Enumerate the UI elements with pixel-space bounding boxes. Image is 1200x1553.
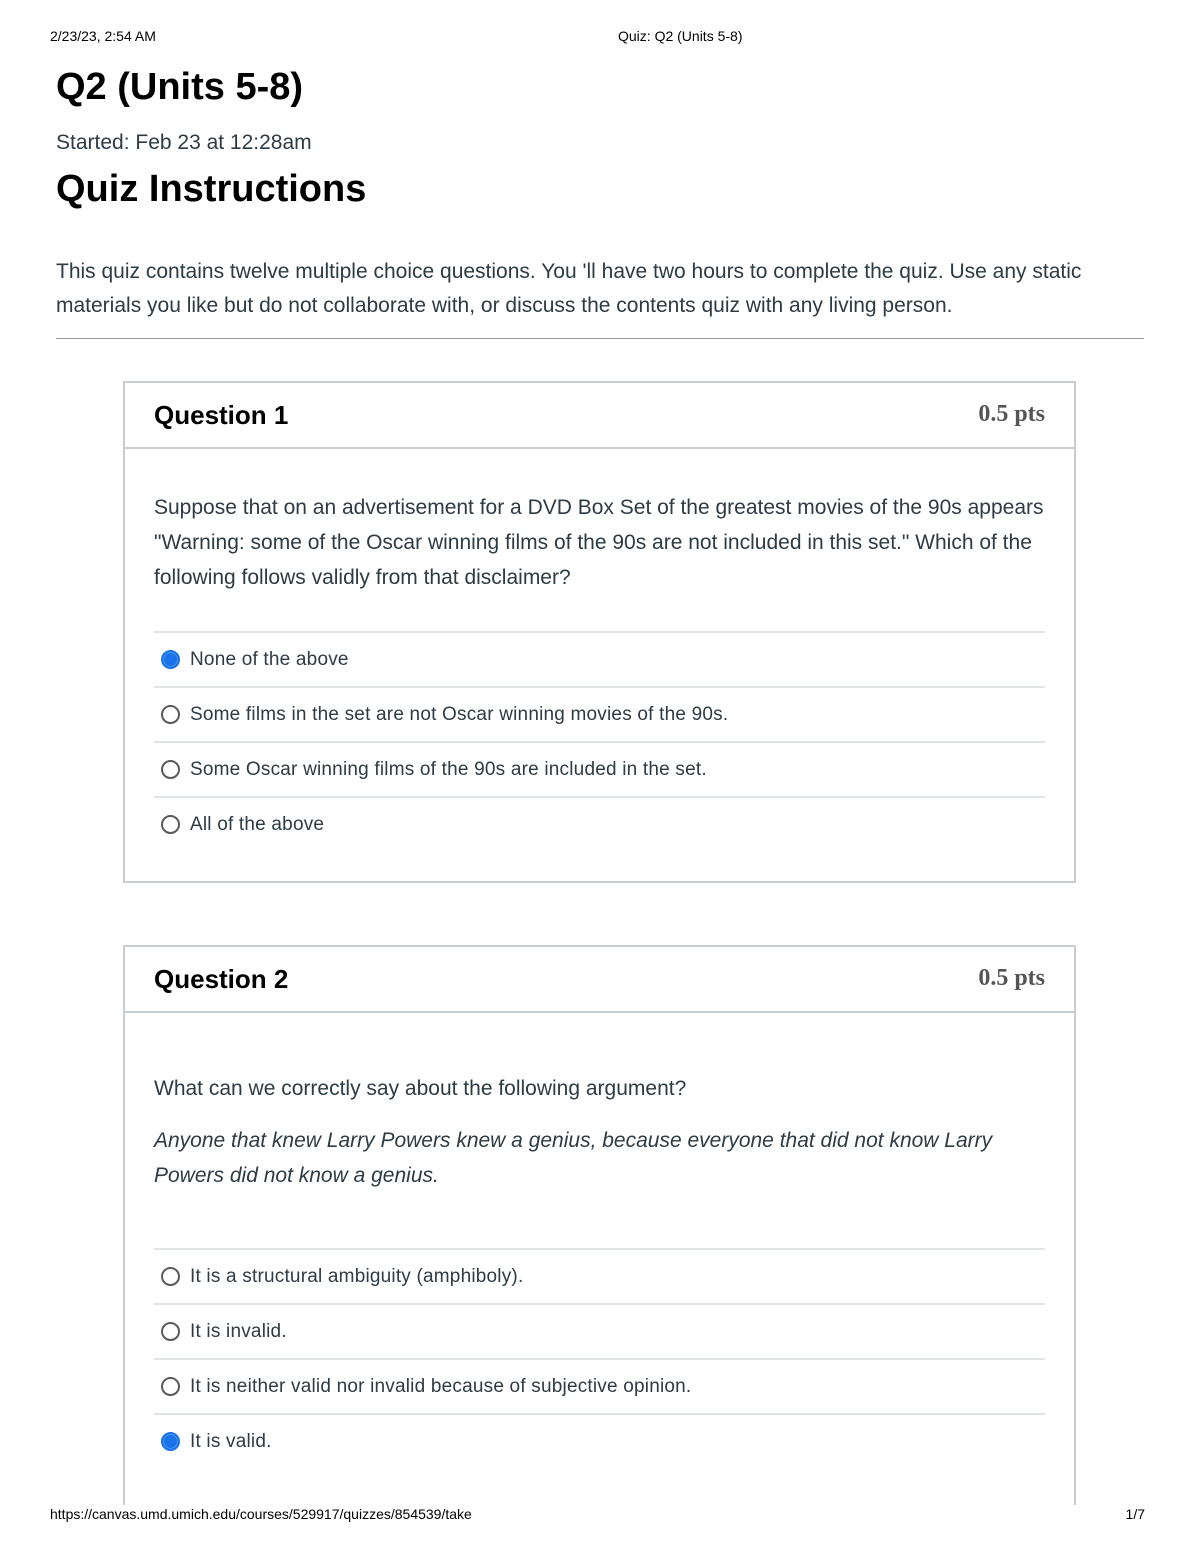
answer-list (154, 631, 1045, 851)
instructions-text: This quiz contains twelve multiple choice questions. You 'll have two hours to complete the quiz. Use any static materials you like but do not collaborate with, or discuss the contents quiz with any living person. (56, 260, 1082, 317)
question-points: 0.5 pts (978, 965, 1045, 991)
divider (56, 338, 1144, 339)
print-datetime: 2/23/23, 2:54 AM (50, 28, 156, 44)
answer-label[interactable]: Some films in the set are not Oscar winning movies of the 90s. (190, 703, 729, 725)
question-body (125, 449, 1074, 851)
answer-label[interactable]: Some Oscar winning films of the 90s are included in the set. (190, 758, 707, 780)
radio-icon[interactable] (161, 1322, 180, 1341)
answer-option[interactable] (154, 1415, 1045, 1468)
question-name: Question 1 (154, 400, 289, 430)
print-url: https://canvas.umd.umich.edu/courses/529917/quizzes/854539/take (50, 1506, 472, 1522)
radio-icon[interactable] (161, 1377, 180, 1396)
question-header (125, 383, 1074, 449)
answer-option[interactable] (154, 688, 1045, 743)
answer-list (154, 1248, 1045, 1468)
answer-label[interactable]: It is invalid. (190, 1320, 287, 1342)
answer-option[interactable] (154, 1250, 1045, 1305)
answer-option[interactable] (154, 633, 1045, 688)
radio-icon[interactable] (161, 1267, 180, 1286)
answer-label[interactable]: None of the above (190, 648, 349, 670)
answer-label[interactable]: It is neither valid nor invalid because of subjective opinion. (190, 1375, 692, 1397)
answer-label[interactable]: It is a structural ambiguity (amphiboly). (190, 1265, 524, 1287)
answer-option[interactable] (154, 743, 1045, 798)
answer-label[interactable]: It is valid. (190, 1430, 272, 1452)
answer-option[interactable] (154, 1360, 1045, 1415)
page-number: 1/7 (1125, 1506, 1145, 1522)
question-points: 0.5 pts (978, 401, 1045, 427)
question-body (125, 1013, 1074, 1468)
answer-option[interactable] (154, 798, 1045, 851)
instructions-heading: Quiz Instructions (56, 168, 367, 210)
radio-selected-icon[interactable] (161, 1432, 180, 1451)
question-header (125, 947, 1074, 1013)
question-argument: Anyone that knew Larry Powers knew a genius, because everyone that did not know Larry Powers did not know a genius. (154, 1129, 993, 1187)
radio-icon[interactable] (161, 760, 180, 779)
radio-icon[interactable] (161, 705, 180, 724)
question-card-2 (123, 945, 1076, 1505)
page-title: Q2 (Units 5-8) (56, 66, 304, 108)
answer-label[interactable]: All of the above (190, 813, 325, 835)
answer-option[interactable] (154, 1305, 1045, 1360)
print-doc-title: Quiz: Q2 (Units 5-8) (618, 28, 743, 44)
question-name: Question 2 (154, 964, 289, 994)
question-card-1 (123, 381, 1076, 883)
radio-icon[interactable] (161, 815, 180, 834)
question-text: Suppose that on an advertisement for a DVD Box Set of the greatest movies of the 90s appears "Warning: some of the Oscar winning films of the 90s are not included in this set." Which of the following follows validly from that disclaimer? (154, 496, 1044, 589)
radio-selected-icon[interactable] (161, 650, 180, 669)
question-text: What can we correctly say about the following argument? (154, 1077, 687, 1100)
started-time: Started: Feb 23 at 12:28am (56, 131, 312, 154)
